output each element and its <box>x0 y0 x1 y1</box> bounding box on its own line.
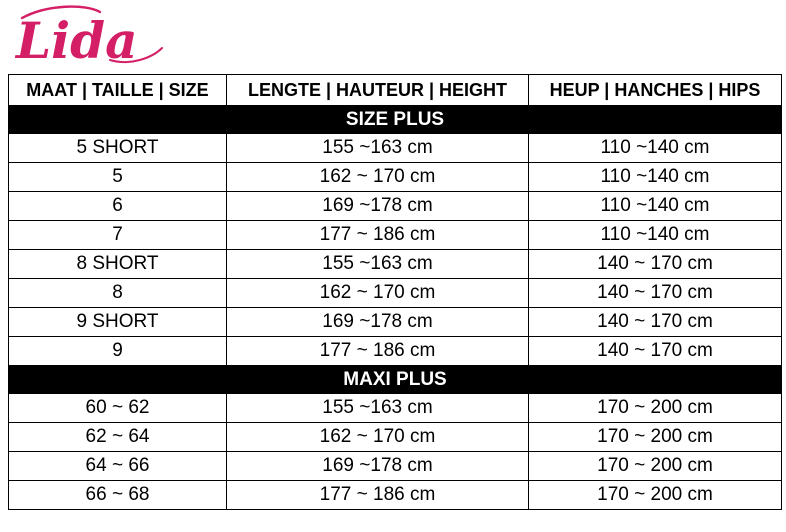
table-row <box>9 221 782 250</box>
cell-height: 169 ~178 cm <box>227 192 529 221</box>
lida-logo-graphic <box>8 0 168 72</box>
table-row <box>9 452 782 481</box>
table-row <box>9 308 782 337</box>
lida-logo-wordmark: Lida <box>16 11 138 70</box>
size-chart-table <box>8 74 782 510</box>
section-title: MAXI PLUS <box>9 366 782 394</box>
cell-size: 8 SHORT <box>9 250 227 279</box>
cell-size: 9 <box>9 337 227 366</box>
cell-height: 177 ~ 186 cm <box>227 337 529 366</box>
cell-hips: 170 ~ 200 cm <box>529 423 782 452</box>
cell-height: 155 ~163 cm <box>227 394 529 423</box>
cell-hips: 170 ~ 200 cm <box>529 481 782 510</box>
cell-size: 8 <box>9 279 227 308</box>
brand-logo <box>8 0 168 72</box>
cell-height: 177 ~ 186 cm <box>227 481 529 510</box>
cell-hips: 170 ~ 200 cm <box>529 452 782 481</box>
cell-hips: 140 ~ 170 cm <box>529 250 782 279</box>
table-row <box>9 337 782 366</box>
header-hips: HEUP | HANCHES | HIPS <box>529 75 782 106</box>
table-row <box>9 192 782 221</box>
cell-height: 162 ~ 170 cm <box>227 279 529 308</box>
cell-hips: 110 ~140 cm <box>529 134 782 163</box>
cell-height: 162 ~ 170 cm <box>227 163 529 192</box>
cell-hips: 110 ~140 cm <box>529 192 782 221</box>
table-row <box>9 279 782 308</box>
cell-hips: 140 ~ 170 cm <box>529 279 782 308</box>
cell-size: 66 ~ 68 <box>9 481 227 510</box>
cell-size: 9 SHORT <box>9 308 227 337</box>
cell-height: 155 ~163 cm <box>227 134 529 163</box>
table-header-row <box>9 75 782 106</box>
cell-size: 5 <box>9 163 227 192</box>
table-row <box>9 394 782 423</box>
cell-height: 155 ~163 cm <box>227 250 529 279</box>
section-header-row <box>9 106 782 134</box>
section-title: SIZE PLUS <box>9 106 782 134</box>
table-row <box>9 134 782 163</box>
cell-height: 169 ~178 cm <box>227 308 529 337</box>
cell-hips: 110 ~140 cm <box>529 221 782 250</box>
table-row <box>9 423 782 452</box>
cell-size: 5 SHORT <box>9 134 227 163</box>
cell-size: 62 ~ 64 <box>9 423 227 452</box>
cell-size: 64 ~ 66 <box>9 452 227 481</box>
cell-size: 6 <box>9 192 227 221</box>
table-body <box>9 106 782 510</box>
cell-size: 7 <box>9 221 227 250</box>
table-row <box>9 250 782 279</box>
cell-hips: 170 ~ 200 cm <box>529 394 782 423</box>
table-row <box>9 163 782 192</box>
cell-height: 177 ~ 186 cm <box>227 221 529 250</box>
cell-hips: 140 ~ 170 cm <box>529 308 782 337</box>
section-header-row <box>9 366 782 394</box>
header-size: MAAT | TAILLE | SIZE <box>9 75 227 106</box>
cell-hips: 110 ~140 cm <box>529 163 782 192</box>
cell-height: 162 ~ 170 cm <box>227 423 529 452</box>
cell-size: 60 ~ 62 <box>9 394 227 423</box>
header-height: LENGTE | HAUTEUR | HEIGHT <box>227 75 529 106</box>
cell-height: 169 ~178 cm <box>227 452 529 481</box>
cell-hips: 140 ~ 170 cm <box>529 337 782 366</box>
table-row <box>9 481 782 510</box>
